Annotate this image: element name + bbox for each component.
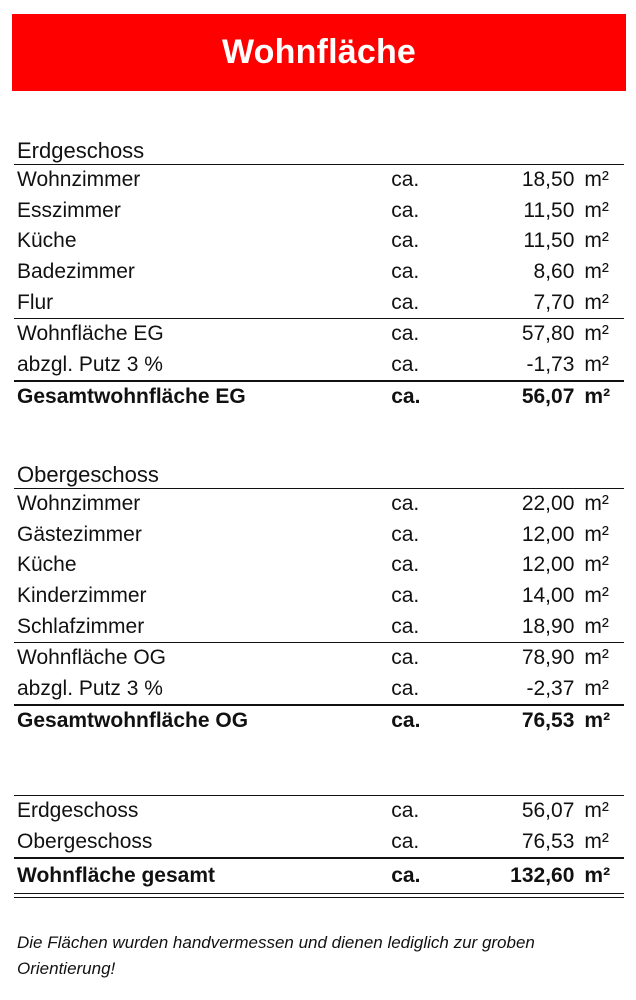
room-name: Wohnzimmer [17,492,141,516]
table-row [14,226,624,257]
summary-row [14,796,624,827]
ca-label: ca. [391,584,420,608]
ca-label: ca. [391,492,420,516]
ca-label: ca. [391,646,420,670]
summary-value: 76,53 [521,829,575,853]
ca-label: ca. [391,168,420,192]
area-value: 8,60 [533,260,575,284]
page-title: Wohnfläche [221,33,417,71]
unit-label: m² [584,492,609,516]
area-value: 12,00 [521,522,575,546]
unit-label: m² [584,229,609,253]
table-row [14,611,624,642]
room-name: Küche [17,229,77,253]
deduction-value: -1,73 [526,352,575,376]
section-obergeschoss [14,462,624,737]
area-value: 11,50 [523,229,575,253]
total-value: 56,07 [521,385,575,409]
unit-label: m² [584,584,609,608]
room-name: Esszimmer [17,198,121,222]
deduction-row [14,350,624,381]
total-row [14,382,624,413]
ca-label: ca. [391,198,420,222]
ca-label: ca. [391,290,420,314]
room-name: Badezimmer [17,260,135,284]
area-value: 22,00 [521,492,575,516]
area-value: 7,70 [533,290,575,314]
ca-label: ca. [391,829,420,853]
subtotal-value: 57,80 [521,322,575,346]
ca-label: ca. [391,260,420,284]
area-value: 14,00 [521,584,575,608]
room-name: Küche [17,553,77,577]
grand-total-name: Wohnfläche gesamt [17,864,215,888]
disclaimer-note: Die Flächen wurden handvermessen und dienen lediglich zur groben Orientierung! [17,933,535,978]
area-value: 18,50 [521,168,575,192]
area-value: 12,00 [521,553,575,577]
subtotal-name: Wohnfläche OG [17,646,167,670]
area-value: 18,90 [521,614,575,638]
table-row [14,550,624,581]
deduction-value: -2,37 [526,676,575,700]
table-row [14,520,624,551]
unit-label: m² [584,198,609,222]
room-name: Flur [17,290,54,314]
ca-label: ca. [391,385,421,409]
grand-total-row [14,859,624,893]
section-heading: Erdgeschoss [17,138,145,163]
unit-label: m² [584,290,609,314]
unit-label: m² [584,352,609,376]
ca-label: ca. [391,352,420,376]
ca-label: ca. [391,864,421,888]
unit-label: m² [584,522,609,546]
table-row [14,489,624,520]
subtotal-value: 78,90 [521,646,575,670]
total-name: Gesamtwohnfläche EG [17,385,246,409]
unit-label: m² [584,709,611,733]
ca-label: ca. [391,229,420,253]
subtotal-row [14,319,624,350]
title-banner [12,14,626,91]
unit-label: m² [584,799,609,823]
section-heading: Obergeschoss [17,462,159,487]
unit-label: m² [584,829,609,853]
ca-label: ca. [391,799,420,823]
table-row [14,581,624,612]
unit-label: m² [584,322,609,346]
deduction-name: abzgl. Putz 3 % [17,352,163,376]
grand-total-value: 132,60 [510,864,575,888]
summary-value: 56,07 [521,799,575,823]
ca-label: ca. [391,709,421,733]
unit-label: m² [584,864,611,888]
total-name: Gesamtwohnfläche OG [17,709,249,733]
total-value: 76,53 [521,709,575,733]
unit-label: m² [584,646,609,670]
summary-name: Erdgeschoss [17,799,139,823]
unit-label: m² [584,553,609,577]
ca-label: ca. [391,322,420,346]
ca-label: ca. [391,614,420,638]
table-row [14,165,624,196]
area-value: 11,50 [523,198,575,222]
ca-label: ca. [391,522,420,546]
room-name: Kinderzimmer [17,584,147,608]
section-summary [14,795,624,898]
deduction-row [14,674,624,705]
deduction-name: abzgl. Putz 3 % [17,676,163,700]
unit-label: m² [584,260,609,284]
table-row [14,287,624,318]
total-row [14,706,624,737]
room-name: Wohnzimmer [17,168,141,192]
ca-label: ca. [391,676,420,700]
ca-label: ca. [391,553,420,577]
unit-label: m² [584,385,611,409]
summary-row [14,827,624,858]
unit-label: m² [584,168,609,192]
table-row [14,196,624,227]
room-name: Gästezimmer [17,522,142,546]
unit-label: m² [584,676,609,700]
section-erdgeschoss [14,138,624,413]
unit-label: m² [584,614,609,638]
double-divider [14,893,624,898]
table-row [14,257,624,288]
summary-name: Obergeschoss [17,829,153,853]
room-name: Schlafzimmer [17,614,145,638]
subtotal-name: Wohnfläche EG [17,322,164,346]
subtotal-row [14,643,624,674]
